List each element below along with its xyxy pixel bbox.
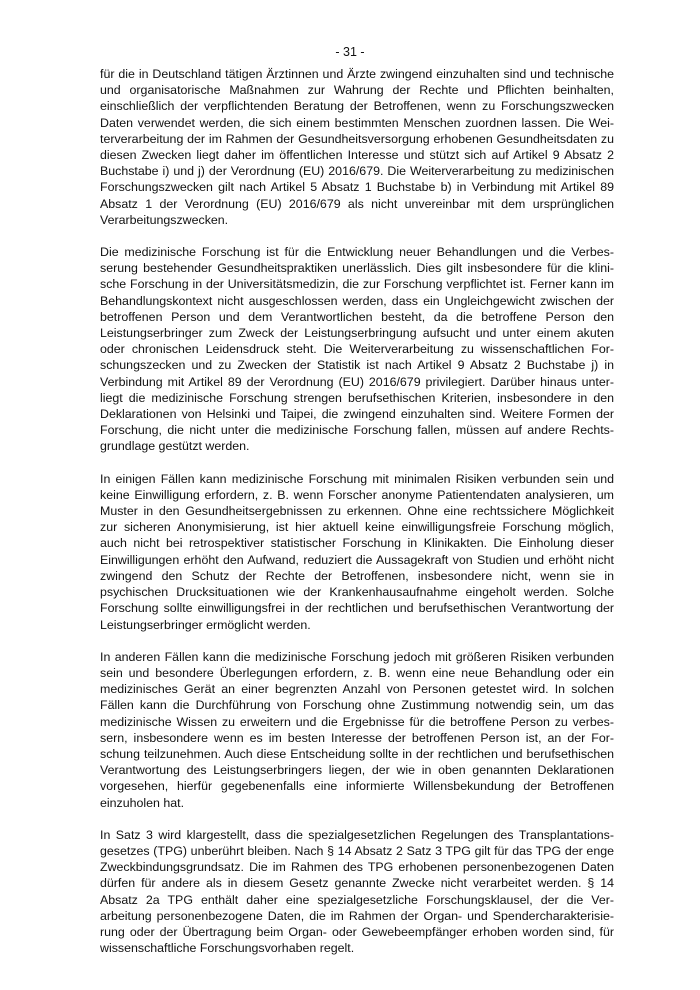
paragraph-4: In anderen Fällen kann die medizinische Forschung jedoch mit größeren Risiken verbunden sein und besondere Überlegungen erfordern, z. B. wenn eine neue Behandlung oder ein medizinisches Gerät an einer begrenzten Anzahl von Personen getestet wird. In solchen Fällen kann die Durchführung von Forschung ohne Zustimmung notwendig sein, um das medizinische Wissen zu erweitern und die Ergebnisse für die betroffene Person zu verbessern, insbesondere wenn es im besten Interesse der betroffenen Person ist, an der Forschung teilzunehmen. Auch diese Entscheidung sollte in der rechtlichen und berufsethischen Verantwortung des Leistungserbringers liegen, der wie in oben genannten Deklarationen vorgesehen, hierfür gegebenenfalls eine informierte Willensbekundung der Betroffenen einzuholen hat. xyxy=(100,649,614,810)
paragraph-3: In einigen Fällen kann medizinische Forschung mit minimalen Risiken verbunden sein und keine Einwilligung erfordern, z. B. wenn Forscher anonyme Patientendaten analysieren, um Muster in den Gesundheitsergebnissen zu erkennen. Ohne eine rechtssichere Möglichkeit zur sicheren Anonymisierung, ist hier aktuell keine einwilligungsfreie Forschung möglich, auch nicht bei retrospektiver statistischer Forschung in Klinikakten. Die Einholung dieser Einwilligungen erhöht den Aufwand, reduziert die Aussagekraft von Studien und erhöht nicht zwingend den Schutz der Rechte der Betroffenen, insbesondere nicht, wenn sie in psychischen Drucksituationen wie der Krankenhausaufnahme eingeholt werden. Solche Forschung sollte einwilligungsfrei in der rechtlichen und berufsethischen Verantwortung der Leistungserbringer ermöglicht werden. xyxy=(100,471,614,632)
body-text xyxy=(100,66,614,972)
paragraph-1: für die in Deutschland tätigen Ärztinnen und Ärzte zwingend einzuhalten sind und technische und organisatorische Maßnahmen zur Wahrung der Rechte und Pflichten beinhalten, einschließlich der verpflichtenden Beratung der Betroffenen, wenn zu Forschungszwecken Daten verwendet werden, die sich einem bestimmten Menschen zuordnen lassen. Die Weiterverarbeitung der im Rahmen der Gesundheitsversorgung erhobenen Gesundheitsdaten zu diesen Zwecken liegt daher im öffentlichen Interesse und stützt sich auf Artikel 9 Absatz 2 Buchstabe i) und j) der Verordnung (EU) 2016/679. Die Weiterverarbeitung zu medizinischen Forschungszwecken gilt nach Artikel 5 Absatz 1 Buchstabe b) in Verbindung mit Artikel 89 Absatz 1 der Verordnung (EU) 2016/679 als nicht unvereinbar mit dem ursprünglichen Verarbeitungszwecken. xyxy=(100,67,614,227)
paragraph-5: In Satz 3 wird klargestellt, dass die spezialgesetzlichen Regelungen des Transplantationsgesetzes (TPG) unberührt bleiben. Nach § 14 Absatz 2 Satz 3 TPG gilt für das TPG der enge Zweckbindungsgrundsatz. Die im Rahmen des TPG erhobenen personenbezogenen Daten dürfen für andere als in diesem Gesetz genannte Zwecke nicht verarbeitet werden. § 14 Absatz 2a TPG enthält daher eine spezialgesetzliche Forschungsklausel, der die Verarbeitung personenbezogene Daten, die im Rahmen der Organ- und Spendercharakterisierung oder der Übertragung beim Organ- oder Gewebeempfänger erhoben worden sind, für wissenschaftliche Forschungsvorhaben regelt. xyxy=(100,827,614,956)
page-number: - 31 - xyxy=(335,45,365,59)
paragraph-2: Die medizinische Forschung ist für die Entwicklung neuer Behandlungen und die Verbesserung bestehender Gesundheitspraktiken unerlässlich. Dies gilt insbesondere für die klinische Forschung in der Universitätsmedizin, die zur Forschung verpflichtet ist. Ferner kann im Behandlungskontext nicht ausgeschlossen werden, dass ein Ungleichgewicht zwischen der betroffenen Person und dem Verantwortlichen besteht, da die betroffene Person den Leistungserbringer zum Zweck der Leistungserbringung aufsucht und unter einem akuten oder chronischen Leidensdruck steht. Die Weiterverarbeitung zu wissenschaftlichen Forschungszecken und zu Zwecken der Statistik ist nach Artikel 9 Absatz 2 Buchstabe j) in Verbindung mit Artikel 89 der Verordnung (EU) 2016/679 privilegiert. Darüber hinaus unterliegt die medizinische Forschung strengen berufsethischen Kriterien, insbesondere in den Deklarationen von Helsinki und Taipei, die zwingend einzuhalten sind. Weitere Formen der Forschung, die nicht unter die medizinische Forschung fallen, müssen auf andere Rechtsgrundlage gestützt werden. xyxy=(100,245,614,454)
